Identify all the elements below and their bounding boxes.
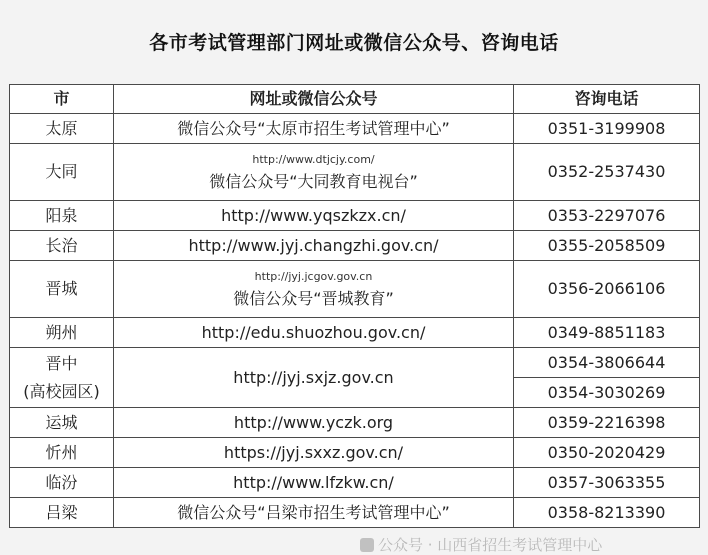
city-cell [10, 261, 114, 318]
watermark-text: 公众号 · 山西省招生考试管理中心 [378, 536, 603, 554]
city-cell [10, 231, 114, 261]
table-row [10, 498, 700, 528]
phone-number: 0354-3030269 [514, 377, 699, 407]
table-row [10, 231, 700, 261]
header-site: 网址或微信公众号 [114, 85, 514, 114]
watermark [360, 534, 602, 555]
phone-number: 0358-8213390 [547, 502, 666, 522]
site-cell [114, 408, 514, 438]
site-url-link[interactable]: http://www.yczk.org [233, 412, 394, 432]
phone-number: 0355-2058509 [547, 235, 666, 255]
wechat-account-text: 微信公众号“大同教育电视台” [209, 172, 418, 191]
header-city: 市 [10, 85, 114, 114]
site-cell [114, 201, 514, 231]
city-cell [10, 348, 114, 408]
site-cell [114, 348, 514, 408]
phone-number: 0351-3199908 [547, 118, 666, 138]
site-url-link[interactable]: https://jyj.sxxz.gov.cn/ [223, 442, 404, 462]
city-cell [10, 408, 114, 438]
site-url-link[interactable]: http://www.dtjcjy.com/ [252, 152, 375, 166]
city-name: 临汾 [45, 472, 78, 492]
table-row [10, 468, 700, 498]
city-cell [10, 201, 114, 231]
phone-cell [514, 408, 700, 438]
city-cell [10, 438, 114, 468]
city-subtitle: (高校园区) [23, 381, 100, 401]
phone-number: 0352-2537430 [547, 162, 666, 182]
site-cell [114, 144, 514, 201]
table-row [10, 408, 700, 438]
page-title: 各市考试管理部门网址或微信公众号、咨询电话 [149, 32, 559, 54]
phone-cell [514, 201, 700, 231]
contact-table [9, 84, 700, 528]
city-name: 长治 [45, 235, 78, 255]
phone-cell [514, 318, 700, 348]
phone-number: 0353-2297076 [547, 205, 666, 225]
wechat-account-text: 微信公众号“吕梁市招生考试管理中心” [177, 502, 450, 522]
table-row [10, 114, 700, 144]
table-row [10, 261, 700, 318]
city-cell [10, 114, 114, 144]
city-name: 朔州 [45, 322, 78, 342]
table-row [10, 348, 700, 408]
phone-cell [514, 468, 700, 498]
city-name: 太原 [45, 118, 78, 138]
site-url-link[interactable]: http://jyj.sxjz.gov.cn [233, 367, 394, 387]
site-cell [114, 468, 514, 498]
city-name: 吕梁 [45, 502, 78, 522]
site-cell [114, 231, 514, 261]
phone-cell [514, 144, 700, 201]
city-cell [10, 318, 114, 348]
phone-cell [514, 231, 700, 261]
site-url-link[interactable]: http://www.lfzkw.cn/ [233, 472, 394, 492]
phone-cell [514, 348, 700, 408]
city-name: 忻州 [45, 442, 78, 462]
table-header-row [10, 85, 700, 114]
phone-number: 0357-3063355 [547, 472, 666, 492]
phone-cell [514, 438, 700, 468]
site-cell [114, 318, 514, 348]
table-row [10, 438, 700, 468]
city-cell [10, 498, 114, 528]
city-name: 晋中 [45, 354, 78, 374]
phone-number: 0354-3806644 [547, 353, 666, 372]
phone-number: 0359-2216398 [547, 412, 666, 432]
table-row [10, 318, 700, 348]
city-name: 运城 [45, 412, 78, 432]
site-url-link[interactable]: http://www.jyj.changzhi.gov.cn/ [188, 235, 439, 255]
site-url-link[interactable]: http://edu.shuozhou.gov.cn/ [201, 322, 426, 342]
city-name: 大同 [45, 162, 78, 182]
site-cell [114, 261, 514, 318]
city-name: 阳泉 [45, 205, 78, 225]
table-row [10, 201, 700, 231]
site-cell [114, 438, 514, 468]
header-phone: 咨询电话 [514, 85, 700, 114]
site-url-link[interactable]: http://jyj.jcgov.gov.cn [254, 269, 373, 283]
phone-number: 0349-8851183 [547, 322, 666, 342]
site-cell [114, 498, 514, 528]
site-url-link[interactable]: http://www.yqszkzx.cn/ [221, 205, 406, 225]
city-name: 晋城 [45, 279, 78, 299]
phone-cell [514, 114, 700, 144]
wechat-account-text: 微信公众号“晋城教育” [233, 289, 394, 308]
wechat-account-text: 微信公众号“太原市招生考试管理中心” [177, 118, 450, 138]
city-cell [10, 144, 114, 201]
city-cell [10, 468, 114, 498]
phone-number: 0356-2066106 [547, 279, 666, 299]
phone-cell [514, 498, 700, 528]
phone-cell [514, 261, 700, 318]
phone-number: 0350-2020429 [547, 442, 666, 462]
site-cell [114, 114, 514, 144]
table-row [10, 144, 700, 201]
